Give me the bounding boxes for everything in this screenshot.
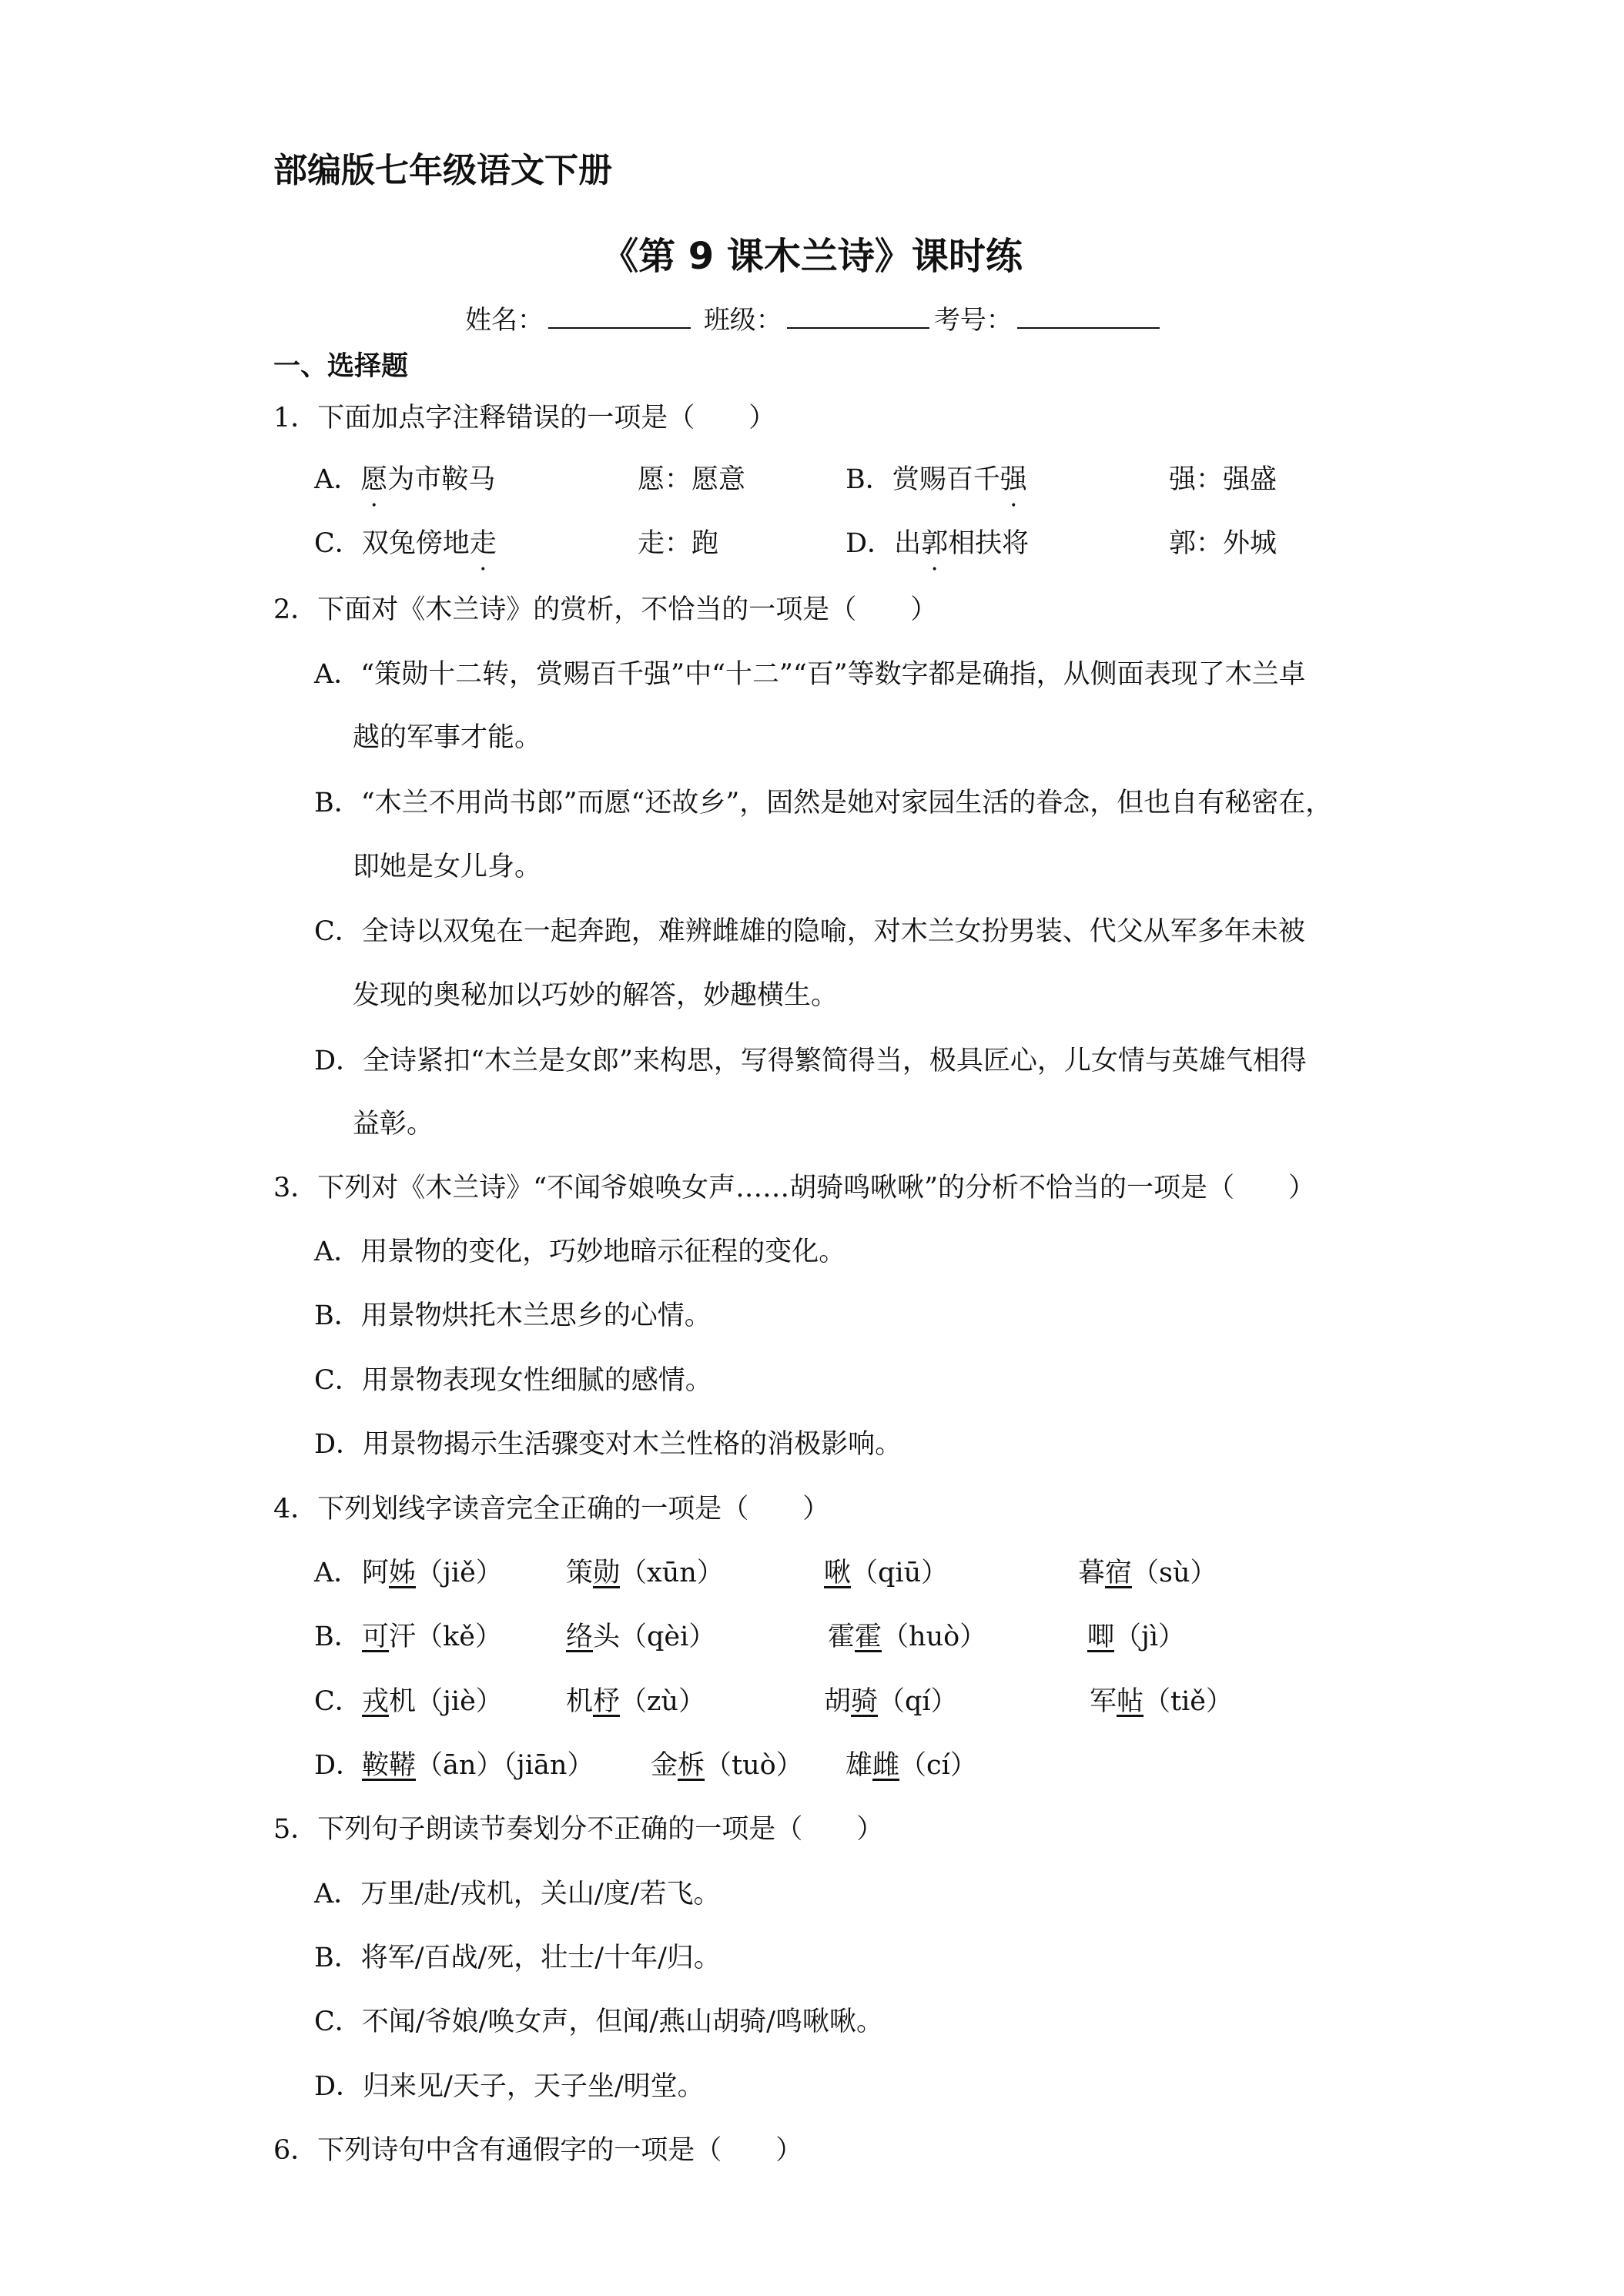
q5-option-d: D．归来见/天子，天子坐/明堂。: [314, 2071, 705, 2102]
q1-option-a-gloss: 愿：愿意: [638, 464, 746, 495]
q4-row-d-item1: 鞍鞯（ān）（jiān）: [362, 1750, 594, 1781]
exam-no-label: 考号：: [933, 305, 1013, 336]
q1-option-a: A．愿为市鞍马: [314, 464, 496, 495]
q2-option-c-line1: C．全诗以双兔在一起奔跑，难辨雌雄的隐喻，对木兰女扮男装、代父从军多年未被: [314, 916, 1305, 947]
q2-option-b-line1: B．“木兰不用尚书郎”而愿“还故乡”，固然是她对家园生活的眷念，但也自有秘密在，: [314, 788, 1333, 818]
q3-option-c: C．用景物表现女性细腻的感情。: [314, 1365, 712, 1396]
q4-row-c-item4: 军帖（tiě）: [1090, 1686, 1234, 1717]
page-title: 《第 9 课木兰诗》课时练: [601, 235, 1023, 278]
class-blank[interactable]: [787, 304, 929, 329]
q3-option-b: B．用景物烘托木兰思乡的心情。: [314, 1300, 712, 1331]
q2-option-d-line1: D．全诗紧扣“木兰是女郎”来构思，写得繁简得当，极具匠心，儿女情与英雄气相得: [314, 1046, 1307, 1076]
q4-row-a-letter: A．: [314, 1558, 361, 1588]
q2-option-d-line2: 益彰。: [353, 1109, 434, 1140]
name-label: 姓名：: [465, 305, 544, 336]
q2-option-a-line2: 越的军事才能。: [353, 722, 542, 753]
q1-option-d: D．出郭相扶将: [845, 528, 1030, 559]
q1-option-c: C．双兔傍地走: [314, 528, 497, 559]
q6-stem: 6．下列诗句中含有通假字的一项是（ ）: [273, 2135, 803, 2166]
series-title: 部编版七年级语文下册: [273, 151, 612, 190]
class-label: 班级：: [703, 305, 782, 336]
q1-option-b: B．赏赐百千强: [845, 464, 1027, 495]
q1-option-d-gloss: 郭：外城: [1169, 528, 1277, 559]
q4-row-b-item1: 可汗（kě）: [362, 1622, 502, 1652]
q5-stem: 5．下列句子朗读节奏划分不正确的一项是（ ）: [273, 1814, 884, 1845]
q2-option-c-line2: 发现的奥秘加以巧妙的解答，妙趣横生。: [353, 980, 839, 1011]
q3-stem: 3．下列对《木兰诗》“不闻爷娘唤女声……胡骑鸣啾啾”的分析不恰当的一项是（ ）: [273, 1173, 1316, 1203]
q4-row-c-item2: 机杼（zù）: [566, 1686, 706, 1717]
q4-row-a-item3: 啾（qiū）: [824, 1558, 949, 1588]
q4-row-d-letter: D．: [314, 1750, 363, 1781]
q4-row-a-item1: 阿姊（jiě）: [362, 1558, 503, 1588]
q3-option-a: A．用景物的变化，巧妙地暗示征程的变化。: [314, 1237, 846, 1267]
q4-row-b-item2: 络头（qèi）: [566, 1622, 716, 1652]
name-blank[interactable]: [548, 304, 691, 329]
q4-row-d-item2: 金柝（tuò）: [651, 1750, 803, 1781]
q4-row-d-item3: 雄雌（cí）: [845, 1750, 977, 1781]
q4-row-a-item2: 策勋（xūn）: [566, 1558, 724, 1588]
q4-row-c-item3: 胡骑（qí）: [824, 1686, 958, 1717]
q4-stem: 4．下列划线字读音完全正确的一项是（ ）: [273, 1494, 830, 1525]
q4-row-b-letter: B．: [314, 1622, 361, 1652]
q1-option-b-gloss: 强：强盛: [1169, 464, 1277, 495]
section-choice-title: 一、选择题: [273, 351, 409, 382]
q1-option-c-gloss: 走：跑: [638, 528, 719, 559]
q2-stem: 2．下面对《木兰诗》的赏析，不恰当的一项是（ ）: [273, 594, 938, 625]
q2-option-b-line2: 即她是女儿身。: [353, 852, 542, 882]
q5-option-b: B．将军/百战/死，壮士/十年/归。: [314, 1943, 721, 1973]
q2-option-a-line1: A．“策勋十二转，赏赐百千强”中“十二”“百”等数字都是确指，从侧面表现了木兰卓: [314, 659, 1306, 690]
q4-row-a-item4: 暮宿（sù）: [1078, 1558, 1217, 1588]
q4-row-b-item3: 霍霍（huò）: [828, 1622, 987, 1652]
q3-option-d: D．用景物揭示生活骤变对木兰性格的消极影响。: [314, 1429, 902, 1460]
student-info-line: [465, 299, 1164, 336]
q4-row-c-item1: 戎机（jiè）: [362, 1686, 503, 1717]
exam-no-blank[interactable]: [1017, 304, 1160, 329]
q4-row-c-letter: C．: [314, 1686, 362, 1717]
q4-row-b-item4: 唧（jì）: [1087, 1622, 1186, 1652]
q5-option-a: A．万里/赴/戎机，关山/度/若飞。: [314, 1879, 721, 1909]
q1-stem: 1．下面加点字注释错误的一项是（ ）: [273, 403, 776, 433]
q5-option-c: C．不闻/爷娘/唤女声，但闻/燕山胡骑/鸣啾啾。: [314, 2006, 883, 2037]
